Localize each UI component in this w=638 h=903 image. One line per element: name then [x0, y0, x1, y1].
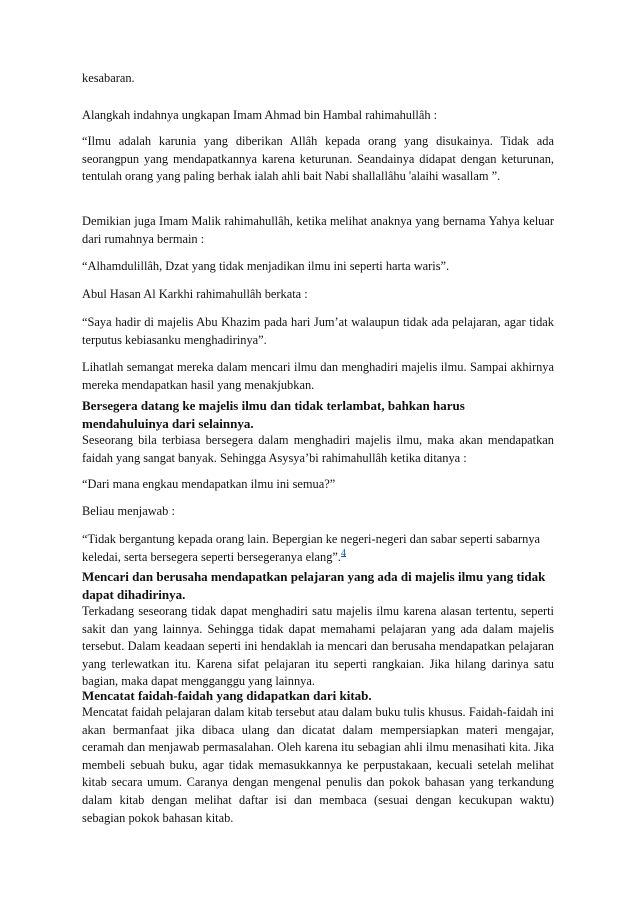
paragraph-imam-malik: Demikian juga Imam Malik rahimahullâh, ketika melihat anaknya yang bernama Yahya keluar dari rumahnya bermain :	[82, 214, 554, 246]
heading-mencatat: Mencatat faidah-faidah yang didapatkan dari kitab.	[82, 688, 372, 703]
quote-asysyabi-answer	[82, 531, 554, 566]
paragraph-al-karkhi-intro: Abul Hasan Al Karkhi rahimahullâh berkata :	[82, 287, 308, 301]
paragraph-semangat: Lihatlah semangat mereka dalam mencari ilmu dan menghadiri majelis ilmu. Sampai akhirnya mereka mendapatkan hasil yang menakjubkan.	[82, 360, 554, 392]
paragraph-imam-ahmad-intro: Alangkah indahnya ungkapan Imam Ahmad bin Hambal rahimahullâh :	[82, 108, 438, 122]
quote-imam-malik: “Alhamdulillâh, Dzat yang tidak menjadikan ilmu ini seperti harta waris”.	[82, 259, 450, 273]
footnote-link[interactable]: 4	[341, 547, 347, 559]
quote-imam-ahmad: “Ilmu adalah karunia yang diberikan Allâh kepada orang yang disukainya. Tidak ada seorangpun yang mendapatkannya karena keturunan. Seandainya didapat dengan keturunan, tentulah orang yang paling berhak ialah ahli bait Nabi shallallâhu 'alaihi wasallam ”.	[82, 134, 554, 184]
quote-asysyabi-question: “Dari mana engkau mendapatkan ilmu ini semua?”	[82, 477, 336, 491]
heading-bersegera: Bersegera datang ke majelis ilmu dan tidak terlambat, bahkan harus mendahuluinya dari selainnya.	[82, 398, 465, 431]
heading-mencari: Mencari dan berusaha mendapatkan pelajaran yang ada di majelis ilmu yang tidak dapat dihadirinya.	[82, 569, 546, 602]
paragraph-mencari: Terkadang seseorang tidak dapat menghadiri satu majelis ilmu karena alasan tertentu, seperti sakit dan yang lainnya. Sehingga tidak dapat memahami pelajaran yang ada dalam majelis tersebut. Dalam keadaan seperti ini hendaklah ia mencari dan berusaha mendapatkan pelajaran yang terlewatkan itu. Karena sifat pelajaran itu seperti rangkaian. Jika hilang darinya satu bagian, maka dapat mengganggu yang lainnya.	[82, 604, 554, 689]
quote-al-karkhi: “Saya hadir di majelis Abu Khazim pada hari Jum’at walaupun tidak ada pelajaran, agar tidak terputus kebiasanku menghadirinya”.	[82, 315, 554, 347]
paragraph-beliau-menjawab: Beliau menjawab :	[82, 504, 175, 518]
paragraph-bersegera: Seseorang bila terbiasa bersegera dalam menghadiri majelis ilmu, maka akan mendapatkan faidah yang sangat banyak. Sehingga Asysya’bi rahimahullâh ketika ditanya :	[82, 433, 554, 465]
paragraph-kesabaran: kesabaran.	[82, 71, 135, 85]
quote-asysyabi-answer-text: “Tidak bergantung kepada orang lain. Bepergian ke negeri-negeri dan sabar seperti sabarnya keledai, serta bersegera seperti bersegeranya elang”.	[82, 532, 541, 564]
paragraph-mencatat: Mencatat faidah pelajaran dalam kitab tersebut atau dalam buku tulis khusus. Faidah-faidah ini akan bermanfaat jika dibaca ulang dan dicatat dalam mempersiapkan materi mengajar, ceramah dan menjawab permasalahan. Oleh karena itu sebagian ahli ilmu menasihati kita. Jika membeli sebuah buku, agar tidak memasukkannya ke perpustakaan, kecuali setelah melihat kitab secara umum. Caranya dengan mengenal penulis dan pokok bahasan yang terkandung dalam kitab dengan melihat daftar isi dan membaca (sesuai dengan kecukupan waktu) sebagian pokok bahasan kitab.	[82, 705, 554, 825]
